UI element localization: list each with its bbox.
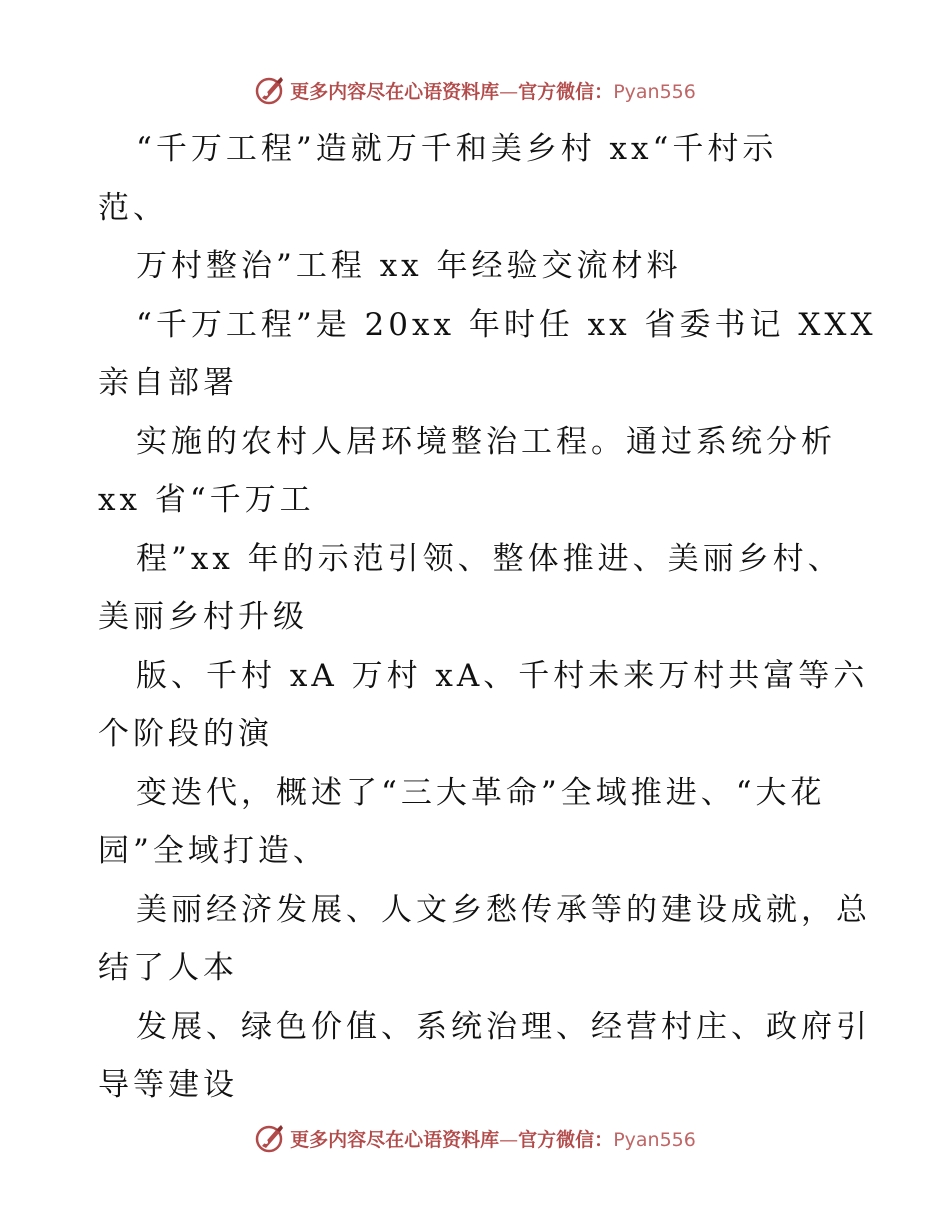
watermark-separator: —: [499, 80, 519, 103]
text-line: [98, 530, 898, 589]
line-text: 程”xx 年的示范引领、整体推进、美丽乡村、: [136, 540, 843, 577]
text-line: [98, 296, 898, 355]
line-text: 实施的农村人居环境整治工程。通过系统分析: [136, 423, 836, 460]
line-text: “千万工程”造就万千和美乡村 xx“千村示: [136, 131, 778, 167]
line-text: 范、: [98, 189, 168, 226]
watermark-sub-text: 官方微信：: [518, 1128, 614, 1151]
text-line: [98, 179, 898, 238]
watermark-main-text: 更多内容尽在心语资料库: [290, 80, 500, 103]
text-line: [98, 120, 898, 179]
line-text: 发展、绿色价值、系统治理、经营村庄、政府引: [136, 1008, 871, 1045]
footer-watermark-banner: [0, 1118, 950, 1158]
text-line: [98, 237, 898, 296]
watermark-separator: —: [499, 1128, 519, 1151]
text-line: [98, 471, 898, 530]
text-line: [98, 998, 898, 1057]
text-line: [98, 647, 898, 706]
line-text: 个阶段的演: [98, 716, 273, 752]
line-text: “千万工程”是 20xx 年时任 xx 省委书记 XXX: [136, 306, 877, 343]
line-text: xx 省“千万工: [98, 482, 315, 518]
pen-logo-icon: [254, 1122, 286, 1154]
line-text: 万村整治”工程 xx 年经验交流材料: [136, 248, 682, 284]
line-text: 园”全域打造、: [98, 833, 328, 869]
watermark-text: [290, 77, 696, 104]
line-text: 美丽乡村升级: [98, 599, 308, 635]
line-text: 版、千村 xA 万村 xA、千村未来万村共富等六: [136, 657, 869, 694]
line-text: 结了人本: [98, 950, 238, 986]
text-line: [98, 881, 898, 940]
pen-logo-icon: [254, 74, 286, 106]
line-text: 变迭代，概述了“三大革命”全域推进、“大花: [136, 774, 826, 811]
text-line: [98, 822, 898, 881]
line-text: 美丽经济发展、人文乡愁传承等的建设成就，总: [136, 891, 871, 928]
watermark-account: Pyan556: [613, 1128, 696, 1151]
text-line: [98, 705, 898, 764]
text-line: [98, 588, 898, 647]
watermark-text: [290, 1125, 696, 1152]
watermark-main-text: 更多内容尽在心语资料库: [290, 1128, 500, 1151]
watermark-sub-text: 官方微信：: [518, 80, 614, 103]
text-line: [98, 354, 898, 413]
header-watermark-banner: [0, 70, 950, 110]
text-line: [98, 413, 898, 472]
line-text: 亲自部署: [98, 365, 238, 401]
text-line: [98, 939, 898, 998]
document-body: [98, 120, 898, 1115]
text-line: [98, 1056, 898, 1115]
watermark-account: Pyan556: [613, 80, 696, 103]
line-text: 导等建设: [98, 1067, 238, 1103]
text-line: [98, 764, 898, 823]
